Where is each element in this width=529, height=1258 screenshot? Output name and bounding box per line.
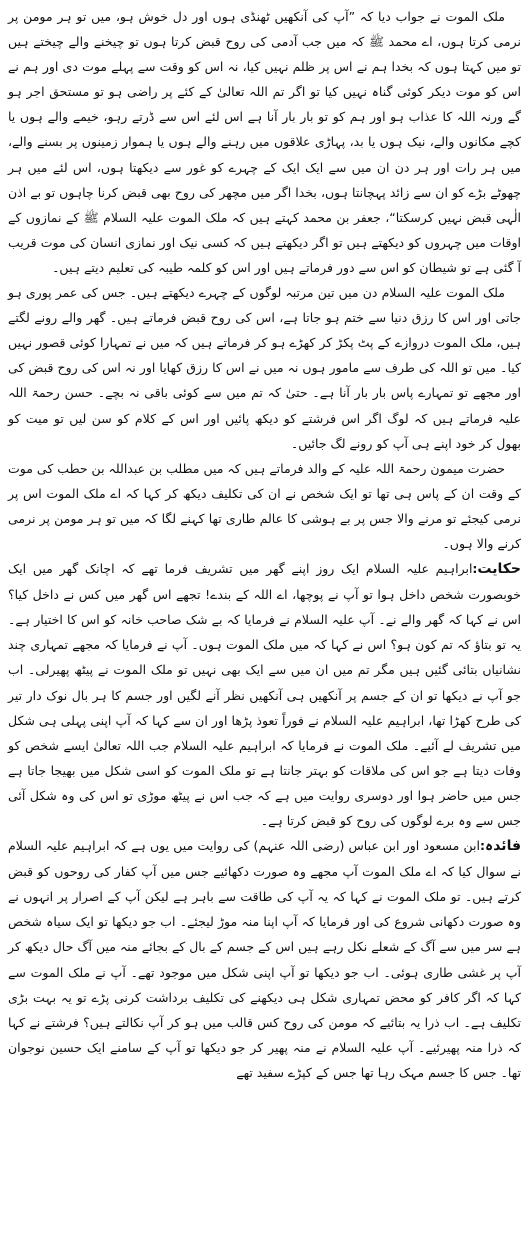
paragraph-3: حضرت میمون رحمۃ اللہ علیہ کے والد فرماتے ہیں کہ میں مطلب بن عبداللہ بن حطب کی موت کے وقت ان کے پاس ہی تھا تو ایک شخص نے ان کی تکلیف دیکھ کر کہا کہ اے ملک الموت اس پر نرمی کیجئے تو مرنے والا جس پر بے ہوشی کا عالم طاری تھا کہنے لگا کہ میں تو ہر مومن پر نرمی کرنے والا ہوں۔ xyxy=(8,460,521,551)
paragraph-hikayat: حکایت:ابراہیم علیہ السلام ایک روز اپنے گھر میں تشریف فرما تھے کہ اچانک گھر میں ایک خوبصورت شخص داخل ہوا تو آپ نے پوچھا، اے اللہ کے بندے! تجھے اس گھر میں کس نے داخل کیا؟ اس نے کہا کہ گھر والے نے۔ آپ علیہ السلام نے فرمایا کہ بے شک صاحب خانہ کو اس کا اختیار ہے۔ یہ تو بتاؤ کہ تم کون ہو؟ اس نے کہا کہ میں ملک الموت ہوں۔ آپ نے فرمایا کہ مجھے تمہاری چند نشانیاں بتائی گئیں ہیں مگر تم میں ان میں سے ایک بھی نہیں تو ملک الموت نے پیٹھ پھیرلی۔ اب جو آپ نے دیکھا تو ان کے جسم پر آنکھیں ہی آنکھیں نظر آنے لگیں اور جسم کا ہر بال نوک دار تیر کی طرح کھڑا تھا، ابراہیم علیہ السلام نے فوراً تعوذ پڑھا اور ان سے کہا کہ آپ اپنی پہلی ہی شکل میں تشریف لے آئیے۔ ملک الموت نے فرمایا کہ ابراہیم علیہ السلام جب اللہ تعالیٰ ایسے شخص کو وفات دیتا ہے جو اس کی ملاقات کو بہتر جانتا ہے تو ملک الموت کو اسی شکل میں بھیجا جاتا ہے جس میں حاضر ہوا اور دوسری روایت میں ہے کہ جب اس نے پیٹھ موڑی تو اس کی وہ شکل آئی جس سے وہ برے لوگوں کی روح کو قبض کرتا ہے۔ xyxy=(8,561,521,828)
faida-label: فائدہ xyxy=(485,838,521,855)
paragraph-2: ملک الموت علیہ السلام دن میں تین مرتبہ لوگوں کے چہرے دیکھتے ہیں۔ جس کی عمر پوری ہو جاتی اور اس کا رزق دنیا سے ختم ہو جاتا ہے، اس کی روح قبض فرماتے ہیں۔ گھر والے رونے لگتے ہیں، ملک الموت دروازے کے پٹ پکڑ کر کھڑے ہو کر فرماتے ہیں کہ میں نے تمہارا کوئی قصور نہیں کیا۔ میں تو اللہ کی طرف سے مامور ہوں نہ میں نے اس کا رزق کھایا اور نہ اس کی روح قبض کی اور مجھے تو تمہارے پاس بار بار آنا ہے۔ حتیٰ کہ تم میں سے کوئی باقی نہ بچے۔ حسن رحمۃ اللہ علیہ فرماتے ہیں کہ لوگ اگر اس فرشتے کو دیکھ پائیں اور اس کے کلام کو سن لیں تو میت کو بھول کر خود اپنے ہی آپ کو رونے لگ جائیں۔ xyxy=(8,285,521,451)
hikayat-label: حکایت xyxy=(477,561,521,578)
faida-text: ابن مسعود اور ابن عباس (رضی اللہ عنہم) کی روایت میں یوں ہے کہ ابراہیم علیہ السلام نے سوال کیا کہ اے ملک الموت آپ مجھے وہ صورت دکھائیے جس میں آپ کفار کی روحوں کو قبض کرتے ہیں۔ تو ملک الموت نے کہا کہ یہ آپ کی طاقت سے باہر ہے لیکن آپ کے اصرار پر انہوں نے وہ صورت دکھانی شروع کی اور فرمایا کہ آپ اپنا منہ موڑ لیجئے۔ اب جو دیکھا تو ایک سیاہ شخص ہے سر میں سے آگ کے شعلے نکل رہے ہیں اس کے جسم کے بال کے بجائے منہ میں آگ حال دیکھ کر آپ پر غشی طاری ہوئی۔ اب جو دیکھا تو آپ اپنی شکل میں موجود تھے۔ آپ نے ملک الموت سے کہا کہ اگر کافر کو محض تمہاری شکل ہی دیکھنے کی تکلیف برداشت کرنی پڑے تو یہ بہت بڑی تکلیف ہے۔ اب ذرا یہ بتائیے کہ مومن کی روح کس قالب میں ہو کر آپ نکالتے ہیں؟ فرشتے نے کہا کہ ذرا منہ پھیرئیے۔ آپ علیہ السلام نے منہ پھیر کر جو دیکھا تو آپ کے سامنے ایک حسین نوجوان تھا۔ جس کا جسم مہک رہا تھا جس کے کپڑے سفید تھے xyxy=(8,838,521,1080)
hikayat-text: ابراہیم علیہ السلام ایک روز اپنے گھر میں تشریف فرما تھے کہ اچانک گھر میں ایک خوبصورت شخص داخل ہوا تو آپ نے پوچھا، اے اللہ کے بندے! تجھے اس گھر میں کس نے داخل کیا؟ اس نے کہا کہ گھر والے نے۔ آپ علیہ السلام نے فرمایا کہ بے شک صاحب خانہ کو اس کا اختیار ہے۔ یہ تو بتاؤ کہ تم کون ہو؟ اس نے کہا کہ میں ملک الموت ہوں۔ آپ نے فرمایا کہ مجھے تمہاری چند نشانیاں بتائی گئیں ہیں مگر تم میں ان میں سے ایک بھی نہیں تو ملک الموت نے پیٹھ پھیرلی۔ اب جو آپ نے دیکھا تو ان کے جسم پر آنکھیں ہی آنکھیں نظر آنے لگیں اور جسم کا ہر بال نوک دار تیر کی طرح کھڑا تھا، ابراہیم علیہ السلام نے فوراً تعوذ پڑھا اور ان سے کہا کہ آپ اپنی پہلی ہی شکل میں تشریف لے آئیے۔ ملک الموت نے فرمایا کہ ابراہیم علیہ السلام جب اللہ تعالیٰ ایسے شخص کو وفات دیتا ہے جو اس کی ملاقات کو بہتر جانتا ہے تو ملک الموت کو اسی شکل میں بھیجا جاتا ہے جس میں حاضر ہوا اور دوسری روایت میں ہے کہ جب اس نے پیٹھ موڑی تو اس کی وہ شکل آئی جس سے وہ برے لوگوں کی روح کو قبض کرتا ہے۔ xyxy=(8,561,521,828)
paragraph-1: ملک الموت نے جواب دیا کہ ”آپ کی آنکھیں ٹھنڈی ہوں اور دل خوش ہو، میں تو ہر مومن پر نرمی کرتا ہوں، اے محمد ﷺ کہ میں جب آدمی کی روح قبض کرتا ہوں تو چیخنے والے چیختے ہیں تو میں کہتا ہوں کہ بخدا ہم نے اس پر ظلم نہیں کیا، نہ اس کو وقت سے پہلے موت دی اور ہم نے اس کو موت دیکر کوئی گناہ نہیں کیا تو اگر تم اللہ تعالیٰ کے کئے پر راضی ہو تو مستحق اجر ہو گے ورنہ اللہ کا عذاب ہو اور ہم کو تو بار بار آنا ہے اس لئے اس سے ڈرتے رہو، خیمے والے ہوں یا کچے مکانوں والے، نیک ہوں یا بد، پہاڑی علاقوں میں رہنے والے ہوں یا ہموار زمینوں پر بسنے والے، میں ہر رات اور ہر دن ان میں سے ایک ایک کے چہرے کو غور سے دیکھتا ہوں، اس لئے میں ہر چھوٹے بڑے کو ان سے زائد پہچانتا ہوں، بخدا اگر میں مچھر کی روح بھی قبض کرنا چاہوں تو بے اذن الٰہی قبض نہیں کرسکتا“، جعفر بن محمد کہتے ہیں کہ ملک الموت علیہ السلام ﷺ کے نمازوں کے اوقات میں چہروں کو دیکھتے ہیں تو اگر دیکھتے ہیں کہ کسی نیک اور نمازی انسان کی موت قریب آ گئی ہے تو شیطان کو اس سے دور فرماتے ہیں اور اس کو کلمہ طیبہ کی تعلیم دیتے ہیں۔ xyxy=(8,9,521,275)
paragraph-faida: فائدہ:ابن مسعود اور ابن عباس (رضی اللہ عنہم) کی روایت میں یوں ہے کہ ابراہیم علیہ السلام نے سوال کیا کہ اے ملک الموت آپ مجھے وہ صورت دکھائیے جس میں آپ کفار کی روحوں کو قبض کرتے ہیں۔ تو ملک الموت نے کہا کہ یہ آپ کی طاقت سے باہر ہے لیکن آپ کے اصرار پر انہوں نے وہ صورت دکھانی شروع کی اور فرمایا کہ آپ اپنا منہ موڑ لیجئے۔ اب جو دیکھا تو ایک سیاہ شخص ہے سر میں سے آگ کے شعلے نکل رہے ہیں اس کے جسم کے بال کے بجائے منہ میں آگ حال دیکھ کر آپ پر غشی طاری ہوئی۔ اب جو دیکھا تو آپ اپنی شکل میں موجود تھے۔ آپ نے ملک الموت سے کہا کہ اگر کافر کو محض تمہاری شکل ہی دیکھنے کی تکلیف برداشت کرنی پڑے تو یہ بہت بڑی تکلیف ہے۔ اب ذرا یہ بتائیے کہ مومن کی روح کس قالب میں ہو کر آپ نکالتے ہیں؟ فرشتے نے کہا کہ ذرا منہ پھیرئیے۔ آپ علیہ السلام نے منہ پھیر کر جو دیکھا تو آپ کے سامنے ایک حسین نوجوان تھا۔ جس کا جسم مہک رہا تھا جس کے کپڑے سفید تھے xyxy=(8,838,521,1080)
